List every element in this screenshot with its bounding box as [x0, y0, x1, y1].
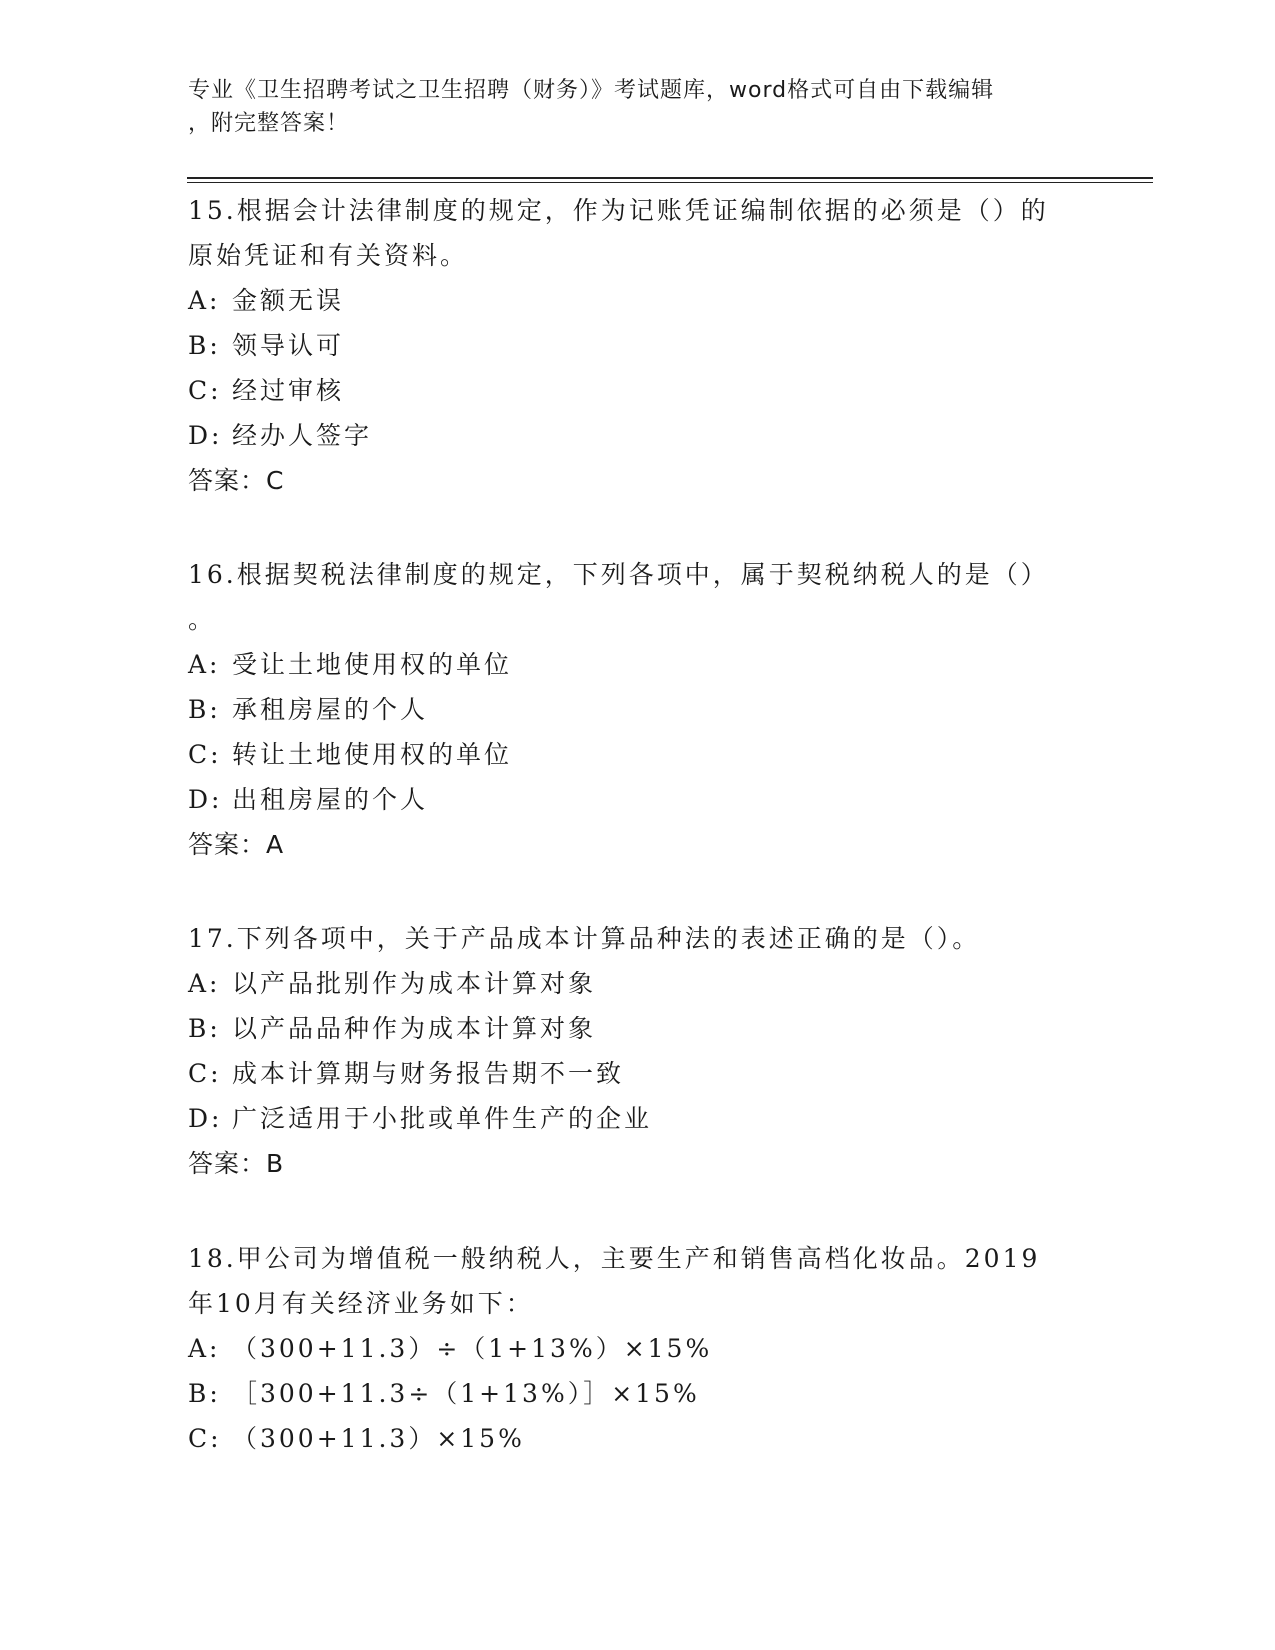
question-stem: 15.根据会计法律制度的规定，作为记账凭证编制依据的必须是（）的: [188, 196, 1049, 225]
question-16: [188, 552, 1068, 867]
option-key: B:: [188, 1379, 221, 1408]
option-text: 经过审核: [232, 376, 345, 405]
header-line-1: 专业《卫生招聘考试之卫生招聘（财务）》考试题库，word格式可自由下载编辑: [188, 78, 995, 103]
option-key: A:: [188, 286, 221, 315]
option-a: [188, 278, 1068, 323]
option-a: [188, 1326, 1068, 1371]
option-key: B:: [188, 695, 221, 724]
option-key: C:: [188, 376, 222, 405]
option-c: [188, 368, 1068, 413]
option-b: [188, 1371, 1068, 1416]
question-stem-continued: 原始凭证和有关资料。: [188, 241, 469, 270]
document-header: [188, 74, 1088, 140]
question-17: [188, 916, 1068, 1186]
option-text: 以产品批别作为成本计算对象: [232, 969, 597, 998]
option-key: B:: [188, 331, 221, 360]
question-stem: 16.根据契税法律制度的规定，下列各项中，属于契税纳税人的是（）: [188, 560, 1049, 589]
option-key: C:: [188, 1059, 222, 1088]
option-d: [188, 1096, 1068, 1141]
question-stem-continued: 年10月有关经济业务如下：: [188, 1289, 534, 1318]
option-d: [188, 413, 1068, 458]
option-key: D:: [188, 1104, 223, 1133]
option-text: ［300+11.3÷（1+13%）］×15%: [232, 1379, 700, 1408]
option-text: 金额无误: [232, 286, 345, 315]
option-text: （300+11.3）÷（1+13%）×15%: [232, 1334, 713, 1363]
option-text: 经办人签字: [232, 421, 373, 450]
header-divider-thick: [187, 177, 1153, 179]
option-key: D:: [188, 785, 223, 814]
option-d: [188, 777, 1068, 822]
option-text: 领导认可: [232, 331, 345, 360]
option-a: [188, 961, 1068, 1006]
option-b: [188, 687, 1068, 732]
question-18: [188, 1236, 1068, 1461]
option-text: 广泛适用于小批或单件生产的企业: [232, 1104, 653, 1133]
question-stem: 17.下列各项中，关于产品成本计算品种法的表述正确的是（）。: [188, 924, 981, 953]
option-text: 以产品品种作为成本计算对象: [232, 1014, 597, 1043]
question-stem: 18.甲公司为增值税一般纳税人，主要生产和销售高档化妆品。2019: [188, 1244, 1041, 1273]
option-key: A:: [188, 1334, 221, 1363]
option-text: （300+11.3）×15%: [232, 1424, 525, 1453]
answer-line: 答案：B: [188, 1149, 285, 1178]
option-text: 承租房屋的个人: [232, 695, 429, 724]
option-text: 受让土地使用权的单位: [232, 650, 513, 679]
option-key: D:: [188, 421, 223, 450]
option-key: C:: [188, 740, 222, 769]
question-stem-continued: 。: [188, 605, 217, 634]
option-c: [188, 732, 1068, 777]
question-15: [188, 188, 1068, 503]
option-key: A:: [188, 650, 221, 679]
option-a: [188, 642, 1068, 687]
answer-line: 答案：A: [188, 830, 285, 859]
option-b: [188, 323, 1068, 368]
option-key: B:: [188, 1014, 221, 1043]
answer-line: 答案：C: [188, 466, 285, 495]
header-divider-thin: [187, 182, 1153, 183]
option-b: [188, 1006, 1068, 1051]
option-text: 转让土地使用权的单位: [232, 740, 513, 769]
header-line-2: ，附完整答案！: [188, 111, 350, 136]
option-c: [188, 1416, 1068, 1461]
option-key: C:: [188, 1424, 222, 1453]
option-c: [188, 1051, 1068, 1096]
option-text: 成本计算期与财务报告期不一致: [232, 1059, 625, 1088]
option-key: A:: [188, 969, 221, 998]
option-text: 出租房屋的个人: [232, 785, 429, 814]
